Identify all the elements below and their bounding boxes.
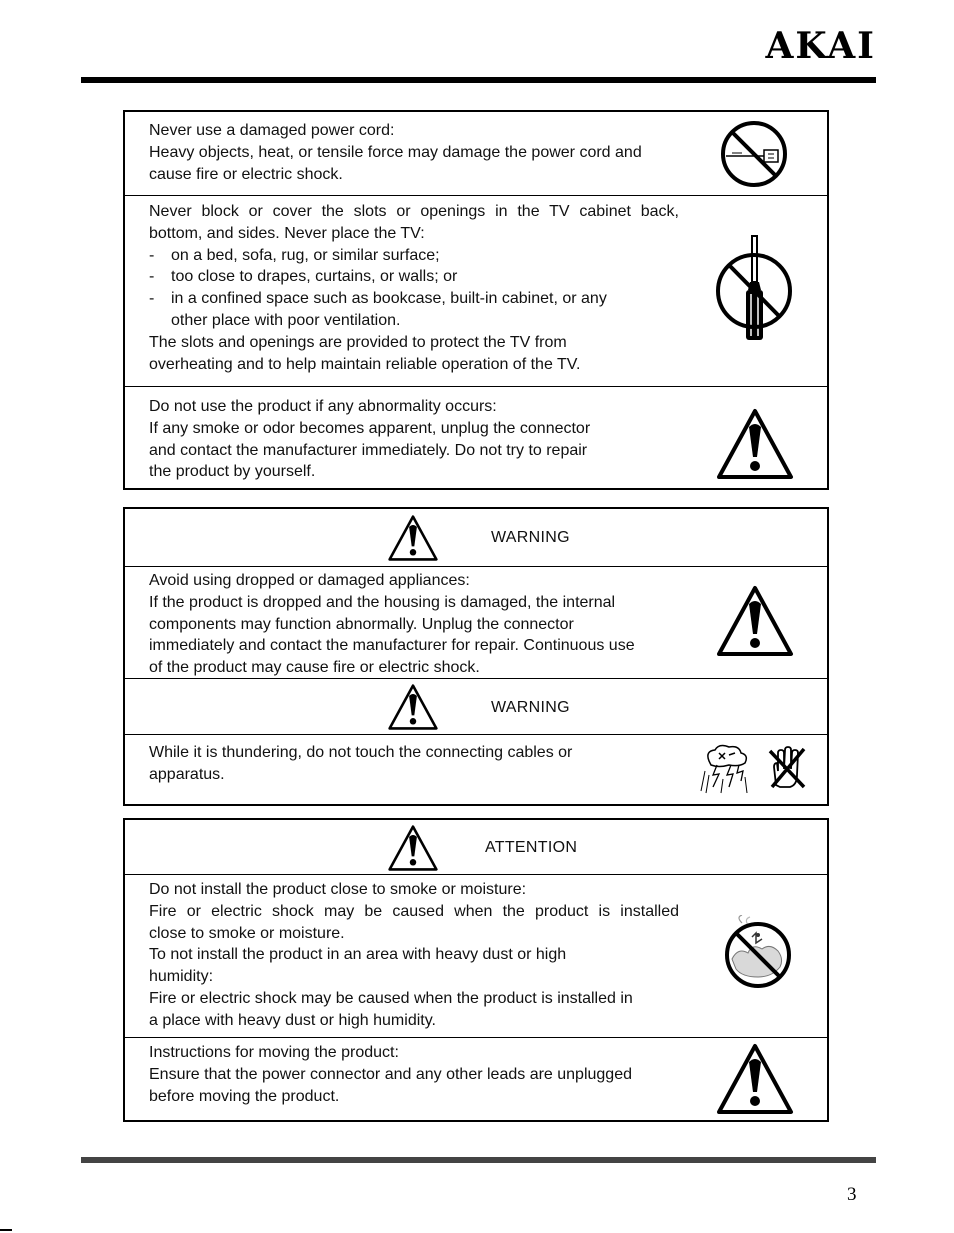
footer-rule (81, 1157, 876, 1163)
text-line: The slots and openings are provided to protect the TV from (149, 333, 567, 351)
bullet-text: too close to drapes, curtains, or walls; or (171, 268, 458, 286)
crop-mark (0, 1229, 12, 1231)
no-touch-hand-icon (766, 745, 808, 791)
text-line: apparatus. (149, 765, 225, 783)
text-line: before moving the product. (149, 1087, 340, 1105)
thunderstorm-icon (699, 741, 751, 795)
item-text (149, 201, 679, 375)
warning-label: WARNING (491, 529, 570, 546)
text-line: close to smoke or moisture. (149, 924, 345, 942)
warning-triangle-icon (387, 683, 439, 731)
safety-item-ventilation (125, 196, 827, 387)
brand-logo: AKAI (765, 25, 876, 67)
safety-item-thunder (125, 735, 827, 804)
text-line: While it is thundering, do not touch the connecting cables or (149, 744, 573, 761)
text-line: If the product is dropped and the housing is damaged, the internal (149, 593, 616, 611)
no-power-cord-icon (718, 119, 790, 189)
bullet-item: - on a bed, sofa, rug, or similar surface; (149, 246, 440, 264)
text-line: Fire or electric shock may be caused when the product is installed in (149, 989, 633, 1007)
bullet-text: in a confined space such as bookcase, built-in cabinet, or any (171, 290, 607, 308)
no-screwdriver-icon (713, 234, 797, 346)
warning-triangle-icon (715, 407, 795, 481)
text-line: Never use a damaged power cord: (149, 122, 395, 139)
warning-label: WARNING (491, 699, 570, 716)
safety-item-power-cord (125, 112, 827, 196)
safety-box-1 (123, 110, 829, 490)
text-line: Do not use the product if any abnormality occurs: (149, 398, 497, 415)
text-line: Fire or electric shock may be caused when the product is installed (149, 902, 679, 920)
warning-triangle-icon (387, 514, 439, 562)
text-line: and contact the manufacturer immediately. Do not try to repair (149, 441, 588, 459)
text-line: immediately and contact the manufacturer for repair. Continuous use (149, 637, 635, 655)
text-line: overheating and to help maintain reliable operation of the TV. (149, 355, 581, 373)
text-line: a place with heavy dust or high humidity. (149, 1011, 436, 1029)
text-line: cause fire or electric shock. (149, 165, 343, 183)
bullet-text: on a bed, sofa, rug, or similar surface; (171, 246, 440, 264)
text-line: humidity: (149, 968, 214, 986)
item-text (149, 742, 679, 786)
safety-box-3 (123, 818, 829, 1122)
bullet-item: - in a confined space such as bookcase, built-in cabinet, or any (149, 290, 607, 308)
safety-item-moving-product (125, 1038, 827, 1120)
item-text (149, 1042, 679, 1107)
text-line: bottom, and sides. Never place the TV: (149, 224, 425, 242)
safety-item-abnormality (125, 387, 827, 488)
warning-triangle-icon (715, 1042, 795, 1116)
attention-header (125, 820, 827, 875)
text-line: the product by yourself. (149, 463, 316, 481)
text-line: of the product may cause fire or electric shock. (149, 659, 480, 677)
warning-header-1 (125, 509, 827, 567)
text-line: To not install the product in an area with heavy dust or high (149, 946, 567, 964)
text-line: Ensure that the power connector and any other leads are unplugged (149, 1065, 632, 1083)
text-line: components may function abnormally. Unplug the connector (149, 615, 574, 633)
safety-item-dropped-appliance (125, 567, 827, 679)
safety-item-smoke-moisture (125, 875, 827, 1038)
item-text (149, 120, 679, 185)
text-line: Avoid using dropped or damaged appliances: (149, 572, 470, 589)
item-text (149, 570, 679, 679)
text-line: Never block or cover the slots or openings in the TV cabinet back, (149, 203, 679, 220)
warning-triangle-icon (715, 584, 795, 658)
text-line: Do not install the product close to smoke or moisture: (149, 881, 527, 898)
text-line: Instructions for moving the product: (149, 1044, 399, 1061)
header-rule (81, 77, 876, 83)
safety-box-2 (123, 507, 829, 806)
page-number: 3 (847, 1184, 857, 1205)
item-text (149, 879, 679, 1032)
text-line: other place with poor ventilation. (171, 311, 401, 329)
bullet-item: - too close to drapes, curtains, or walls; or (149, 268, 458, 286)
attention-label: ATTENTION (485, 839, 578, 856)
warning-header-2 (125, 679, 827, 735)
item-text (149, 396, 679, 483)
text-line: If any smoke or odor becomes apparent, unplug the connector (149, 419, 591, 437)
warning-triangle-icon (387, 824, 439, 872)
no-moisture-icon (722, 915, 792, 989)
text-line: Heavy objects, heat, or tensile force may damage the power cord and (149, 143, 642, 161)
